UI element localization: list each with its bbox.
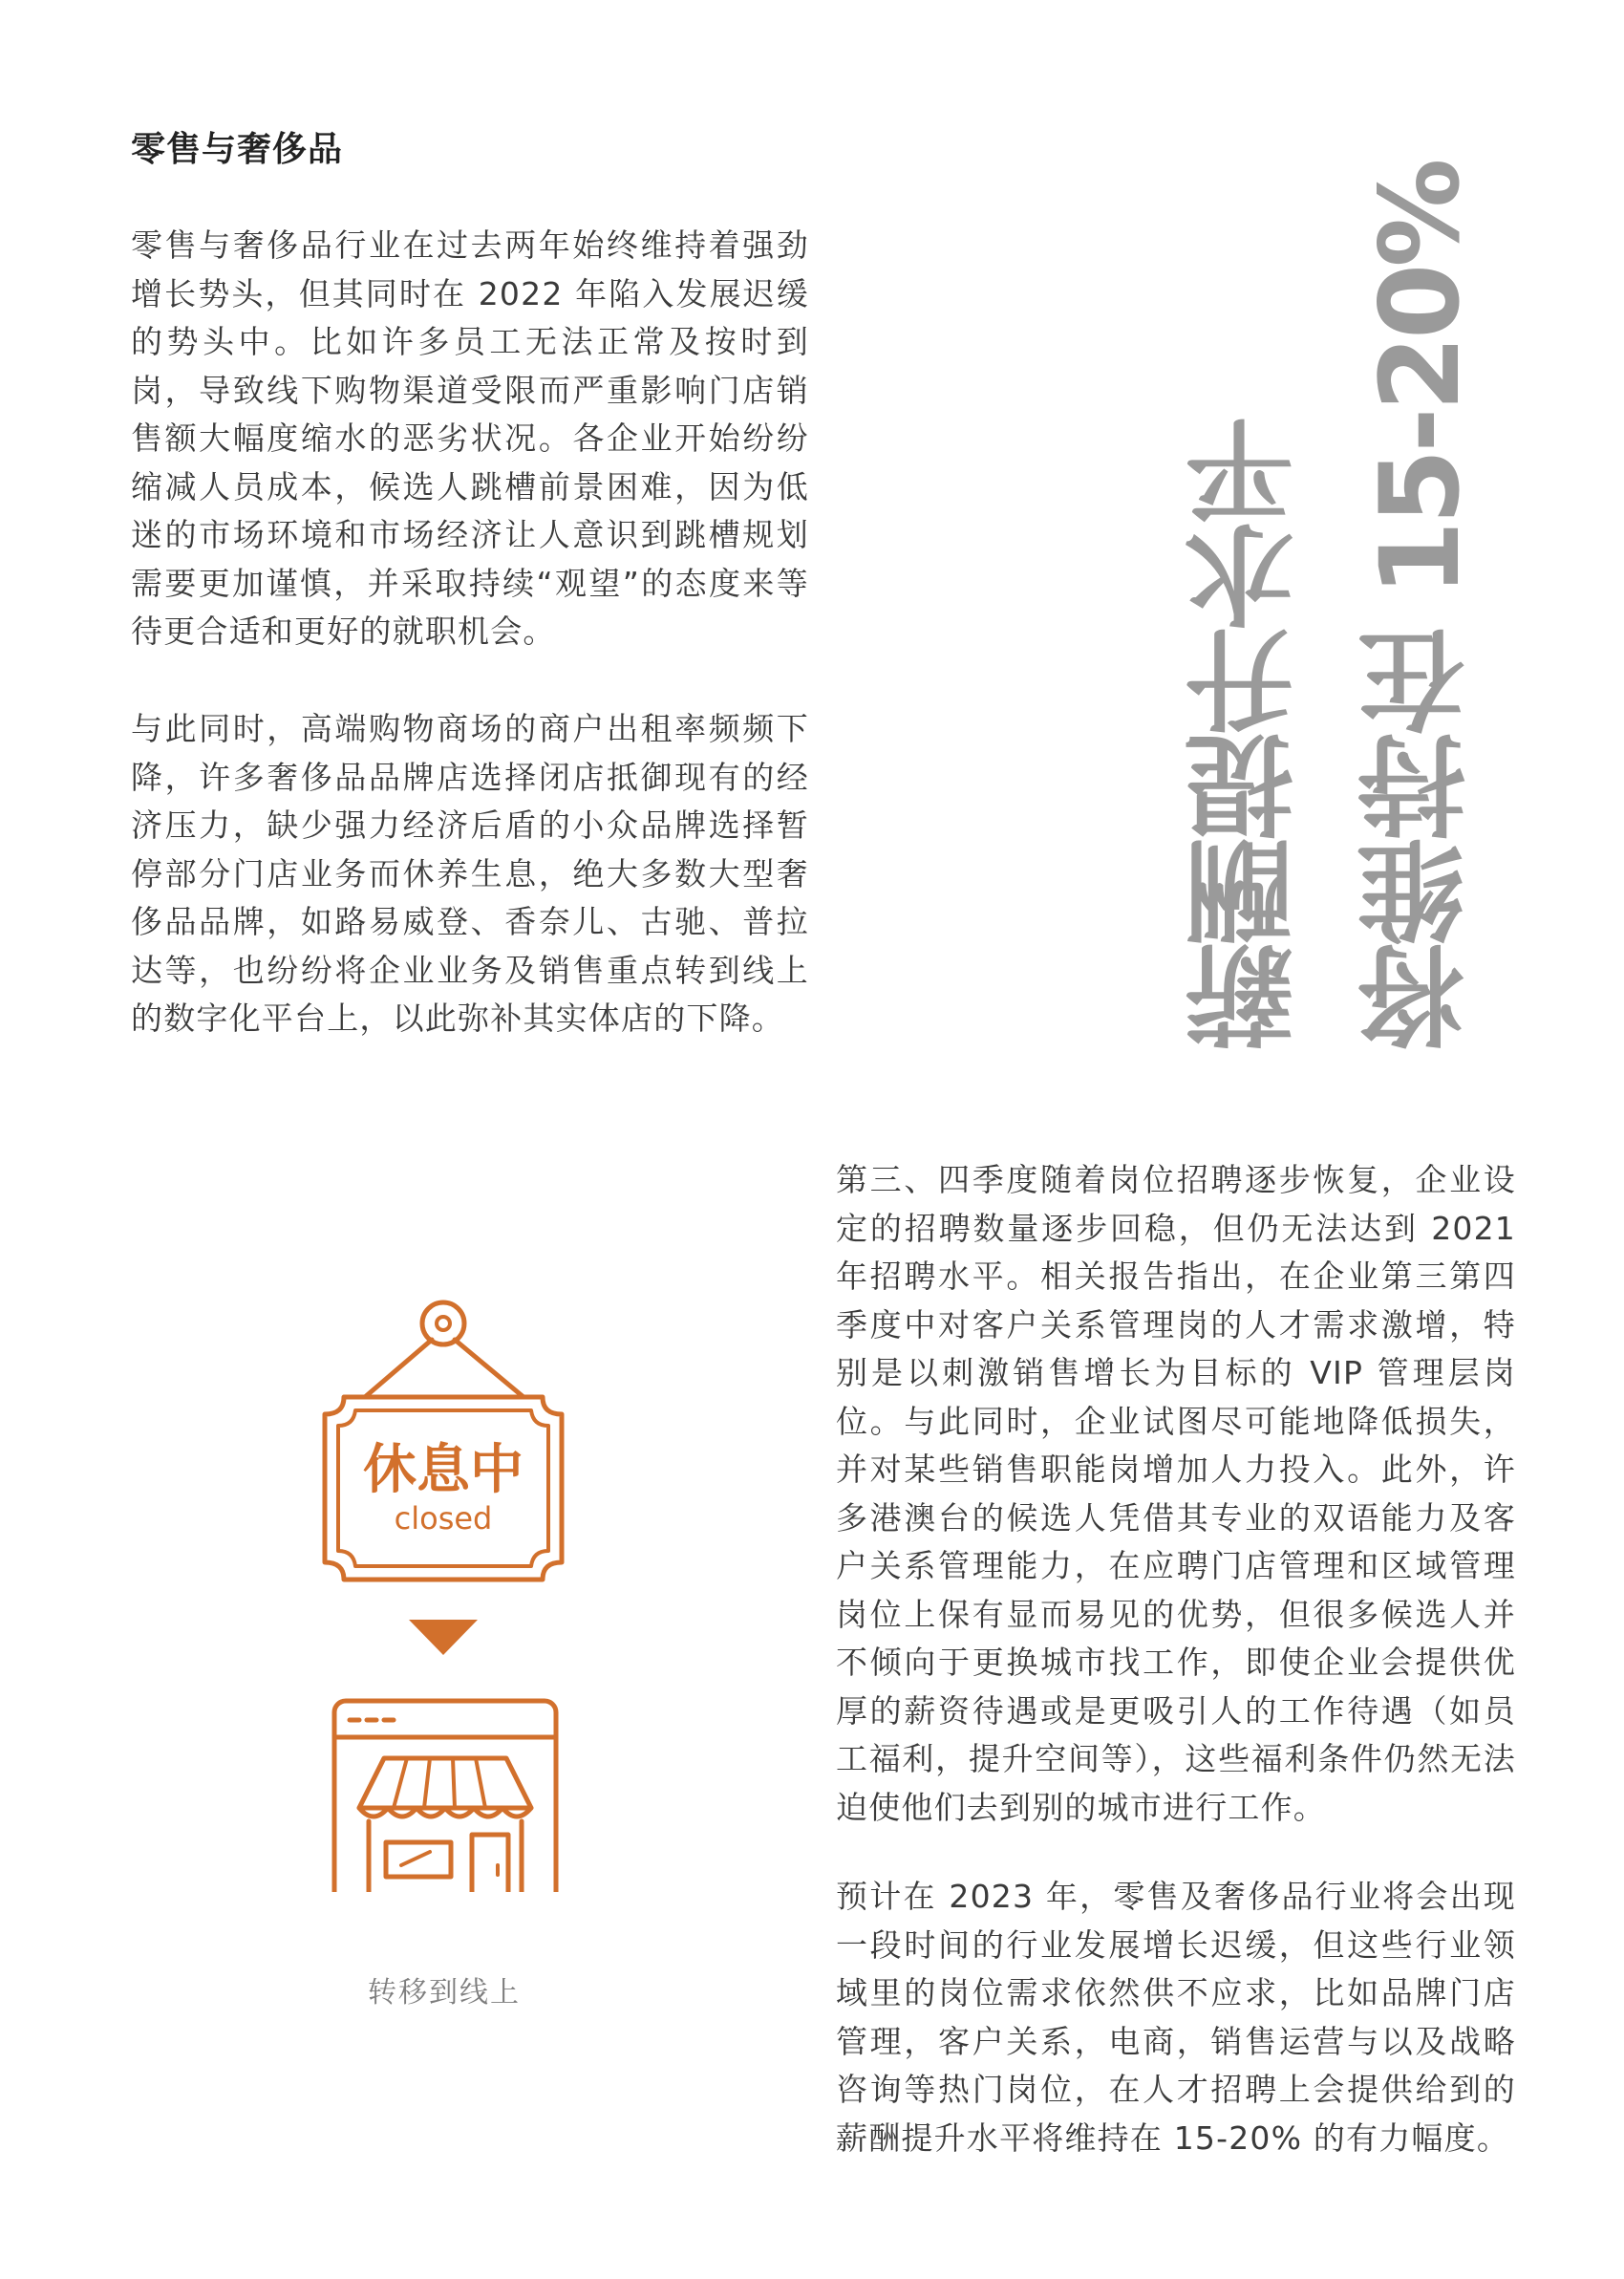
sign-main-text: 休息中 (363, 1439, 524, 1501)
section-title: 零售与奢侈品 (131, 130, 344, 169)
headline-line-1: 薪酬提升水平 (1185, 420, 1312, 1051)
illustration-caption: 转移到线上 (368, 1976, 521, 2010)
sign-sub-text: closed (394, 1500, 493, 1537)
illustration (306, 1280, 592, 1896)
illustration-graphic (306, 1280, 592, 1892)
online-store-icon (334, 1701, 556, 1892)
headline-line-2: 将维持在 15-20% (1357, 161, 1484, 1051)
arrow-down-icon (409, 1620, 478, 1655)
paragraph-2023-forecast: 预计在 2023 年，零售及奢侈品行业将会出现一段时间的行业发展增长迟缓，但这些行业领域里的岗位需求依然供不应求，比如品牌门店管理，客户关系，电商，销售运营与以及战略咨询等热门岗位，在人才招聘上会提供给到的薪酬提升水平将维持在 15-20% 的有力幅度。 (836, 1878, 1516, 2157)
paragraph-luxury-brands: 与此同时，高端购物商场的商户出租率频频下降，许多奢侈品品牌店选择闭店抵御现有的经济压力，缺少强力经济后盾的小众品牌选择暂停部分门店业务而休养生息，绝大多数大型奢侈品品牌，如路易威登、香奈儿、古驰、普拉达等，也纷纷将企业业务及销售重点转到线上的数字化平台上，以此弥补其实体店的下降。 (131, 710, 809, 1037)
paragraph-recruitment-recovery: 第三、四季度随着岗位招聘逐步恢复，企业设定的招聘数量逐步回稳，但仍无法达到 2021 年招聘水平。相关报告指出，在企业第三第四季度中对客户关系管理岗的人才需求激增，特别是以刺激销售增长为目标的 VIP 管理层岗位。与此同时，企业试图尽可能地降低损失，并对某些销售职能岗增加人力投入。此外，许多港澳台的候选人凭借其专业的双语能力及客户关系管理能力，在应聘门店管理和区域管理岗位上保有显而易见的优势，但很多候选人并不倾向于更换城市找工作，即使企业会提供优厚的薪资待遇或是更吸引人的工作待遇（如员工福利，提升空间等），这些福利条件仍然无法迫使他们去到别的城市进行工作。 (836, 1161, 1516, 1826)
paragraph-intro: 零售与奢侈品行业在过去两年始终维持着强劲增长势头，但其同时在 2022 年陷入发展迟缓的势头中。比如许多员工无法正常及按时到岗，导致线下购物渠道受限而严重影响门店销售额大幅度缩水的恶劣状况。各企业开始纷纷缩减人员成本，候选人跳槽前景困难，因为低迷的市场环境和市场经济让人意识到跳槽规划需要更加谨慎，并采取持续“观望”的态度来等待更合适和更好的就职机会。 (131, 226, 809, 650)
